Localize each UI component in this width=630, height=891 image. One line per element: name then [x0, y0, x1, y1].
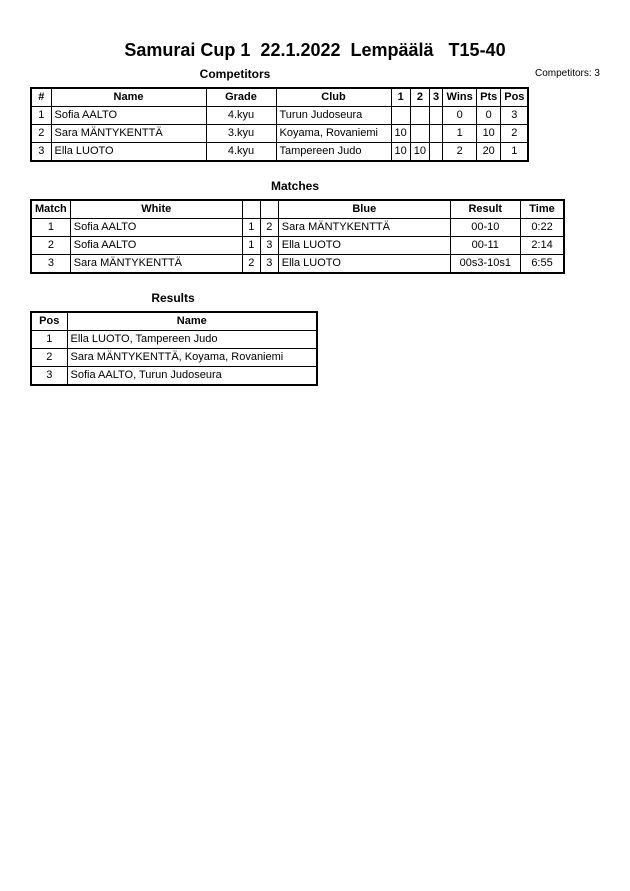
cell-blue: Sara MÄNTYKENTTÄ	[278, 219, 450, 237]
cell-name: Ella LUOTO	[51, 143, 206, 162]
cell-result: 00-11	[450, 237, 520, 255]
cell-wins: 1	[443, 125, 477, 143]
cell-round2	[410, 125, 429, 143]
competitors-header-row	[31, 88, 528, 107]
cell-round1	[391, 107, 410, 125]
col-header-club: Club	[276, 88, 391, 107]
cell-name: Sara MÄNTYKENTTÄ, Koyama, Rovaniemi	[67, 349, 317, 367]
cell-club: Tampereen Judo	[276, 143, 391, 162]
col-header-round1: 1	[391, 88, 410, 107]
cell-blue-num: 3	[260, 255, 278, 274]
cell-pts: 20	[477, 143, 501, 162]
col-header-pos: Pos	[501, 88, 529, 107]
table-row	[31, 367, 317, 386]
cell-blue-num: 3	[260, 237, 278, 255]
cell-blue-num: 2	[260, 219, 278, 237]
col-header-num: #	[31, 88, 51, 107]
col-header-result: Result	[450, 200, 520, 219]
cell-club: Koyama, Rovaniemi	[276, 125, 391, 143]
col-header-round3: 3	[430, 88, 443, 107]
results-section-title: Results	[151, 291, 195, 305]
table-row	[31, 125, 528, 143]
col-header-pos: Pos	[31, 312, 67, 331]
cell-round1: 10	[391, 143, 410, 162]
col-header-wins: Wins	[443, 88, 477, 107]
matches-header-row	[31, 200, 564, 219]
cell-round3	[430, 143, 443, 162]
table-row	[31, 143, 528, 162]
cell-name: Sofia AALTO	[51, 107, 206, 125]
cell-white: Sara MÄNTYKENTTÄ	[70, 255, 242, 274]
matches-section-title: Matches	[270, 179, 320, 193]
cell-round3	[430, 125, 443, 143]
cell-club: Turun Judoseura	[276, 107, 391, 125]
page-title: Samurai Cup 1 22.1.2022 Lempäälä T15-40	[124, 40, 506, 60]
competitors-section-title: Competitors	[199, 67, 271, 81]
cell-pos: 2	[31, 349, 67, 367]
cell-white: Sofia AALTO	[70, 237, 242, 255]
cell-round2: 10	[410, 143, 429, 162]
col-header-white-num	[242, 200, 260, 219]
col-header-name: Name	[51, 88, 206, 107]
table-row	[31, 107, 528, 125]
results-header-row	[31, 312, 317, 331]
cell-blue: Ella LUOTO	[278, 255, 450, 274]
table-row	[31, 255, 564, 274]
cell-white-num: 2	[242, 255, 260, 274]
table-row	[31, 331, 317, 349]
table-row	[31, 349, 317, 367]
cell-white: Sofia AALTO	[70, 219, 242, 237]
col-header-blue: Blue	[278, 200, 450, 219]
cell-pos: 1	[501, 143, 529, 162]
results-table	[30, 311, 318, 386]
cell-match: 1	[31, 219, 70, 237]
cell-num: 1	[31, 107, 51, 125]
cell-name: Sara MÄNTYKENTTÄ	[51, 125, 206, 143]
cell-wins: 2	[443, 143, 477, 162]
cell-pos: 3	[31, 367, 67, 386]
cell-time: 0:22	[520, 219, 564, 237]
cell-white-num: 1	[242, 219, 260, 237]
cell-pos: 3	[501, 107, 529, 125]
table-row	[31, 237, 564, 255]
col-header-pts: Pts	[477, 88, 501, 107]
cell-round1: 10	[391, 125, 410, 143]
cell-grade: 4.kyu	[206, 143, 276, 162]
cell-pts: 0	[477, 107, 501, 125]
cell-pos: 1	[31, 331, 67, 349]
cell-name: Ella LUOTO, Tampereen Judo	[67, 331, 317, 349]
col-header-white: White	[70, 200, 242, 219]
cell-round2	[410, 107, 429, 125]
cell-pts: 10	[477, 125, 501, 143]
cell-white-num: 1	[242, 237, 260, 255]
matches-table	[30, 199, 565, 274]
col-header-time: Time	[520, 200, 564, 219]
cell-grade: 4.kyu	[206, 107, 276, 125]
cell-grade: 3.kyu	[206, 125, 276, 143]
cell-pos: 2	[501, 125, 529, 143]
competitors-count: Competitors: 3	[534, 68, 600, 79]
cell-name: Sofia AALTO, Turun Judoseura	[67, 367, 317, 386]
cell-time: 6:55	[520, 255, 564, 274]
table-row	[31, 219, 564, 237]
cell-round3	[430, 107, 443, 125]
col-header-blue-num	[260, 200, 278, 219]
cell-result: 00s3-10s1	[450, 255, 520, 274]
cell-num: 3	[31, 143, 51, 162]
competitors-table	[30, 87, 529, 162]
cell-wins: 0	[443, 107, 477, 125]
col-header-grade: Grade	[206, 88, 276, 107]
col-header-name: Name	[67, 312, 317, 331]
col-header-match: Match	[31, 200, 70, 219]
cell-num: 2	[31, 125, 51, 143]
cell-result: 00-10	[450, 219, 520, 237]
cell-time: 2:14	[520, 237, 564, 255]
cell-blue: Ella LUOTO	[278, 237, 450, 255]
col-header-round2: 2	[410, 88, 429, 107]
cell-match: 3	[31, 255, 70, 274]
cell-match: 2	[31, 237, 70, 255]
